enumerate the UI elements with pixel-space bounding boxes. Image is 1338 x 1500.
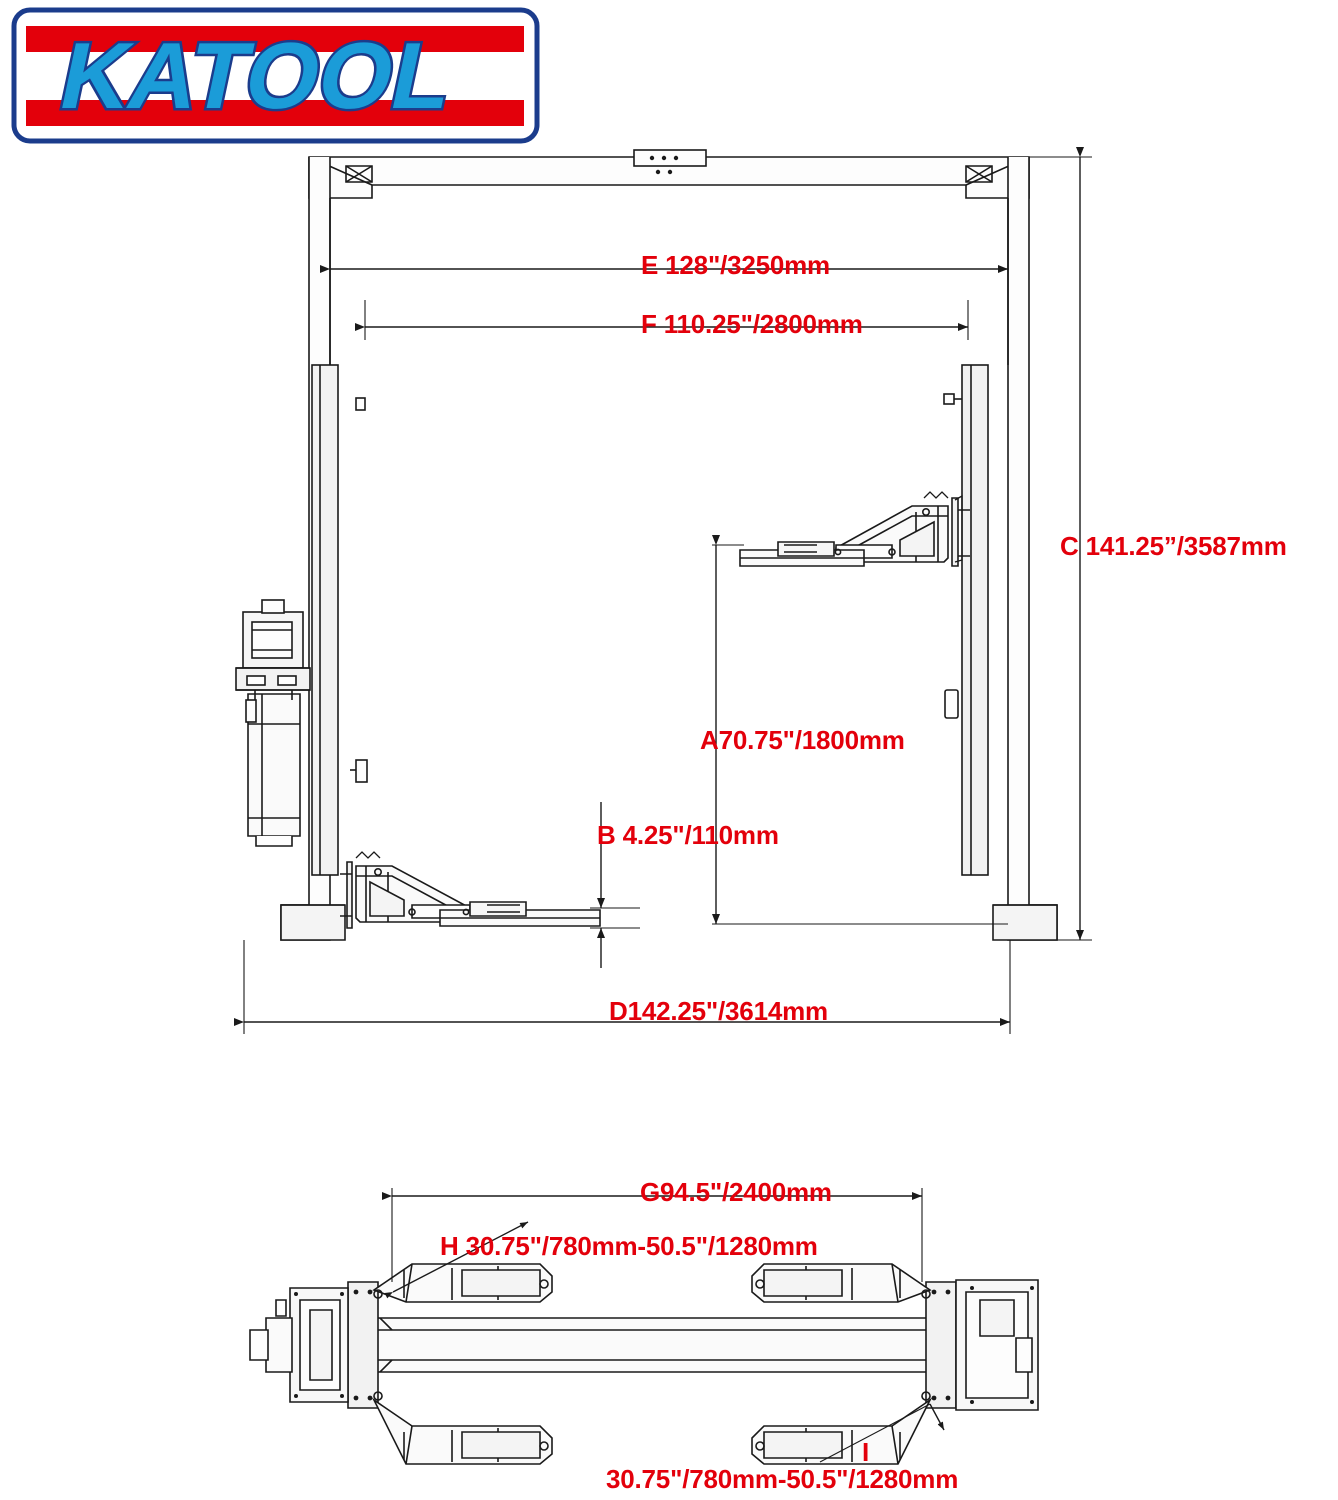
dimension-label-B: B 4.25"/110mm xyxy=(597,820,779,850)
dimension-label-F: F 110.25"/2800mm xyxy=(641,309,863,339)
dimension-label-H: H 30.75"/780mm-50.5"/1280mm xyxy=(440,1231,818,1261)
dimension-label-G: G94.5"/2400mm xyxy=(640,1177,832,1207)
dimension-label-I: I xyxy=(862,1437,870,1467)
dimension-label-E: E 128"/3250mm xyxy=(641,250,830,280)
dimension-label-I-value: 30.75"/780mm-50.5"/1280mm xyxy=(606,1464,959,1494)
dimension-label-A: A70.75"/1800mm xyxy=(700,725,905,755)
dimension-label-D: D142.25"/3614mm xyxy=(609,996,828,1026)
dimension-label-C: C 141.25”/3587mm xyxy=(1060,531,1287,561)
logo-wordmark: KATOOL xyxy=(51,23,462,129)
